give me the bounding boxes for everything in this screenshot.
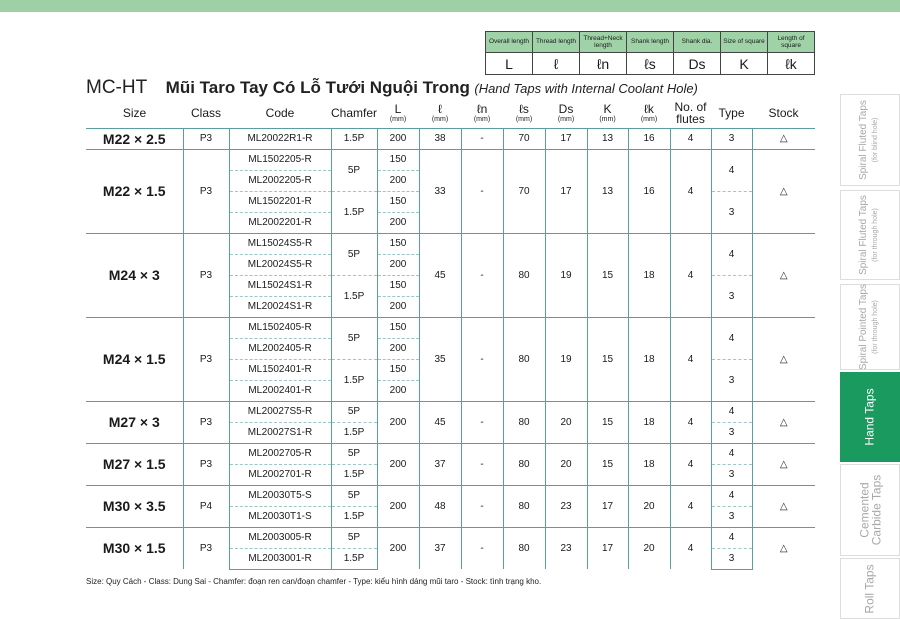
size-cell: M30 × 1.5 [86, 527, 183, 569]
header-code: Code [229, 99, 331, 128]
neck-length-cell: - [461, 149, 503, 233]
type-cell: 3 [711, 506, 752, 527]
dimension-legend [485, 31, 815, 75]
length-L-cell: 200 [377, 212, 419, 233]
code-cell: ML20024S5-R [229, 254, 331, 275]
square-size-cell: 15 [587, 443, 628, 485]
code-cell: ML2002705-R [229, 443, 331, 464]
type-cell: 3 [711, 422, 752, 443]
neck-length-cell: - [461, 527, 503, 569]
type-cell: 4 [711, 401, 752, 422]
code-cell: ML2002201-R [229, 212, 331, 233]
class-cell: P3 [183, 149, 229, 233]
shank-dia-cell: 19 [545, 317, 587, 401]
type-cell: 3 [711, 191, 752, 233]
class-cell: P3 [183, 527, 229, 569]
header-size: Size [86, 99, 183, 128]
shank-dia-cell: 17 [545, 149, 587, 233]
side-tab-subtitle: (for through hole) [872, 208, 880, 262]
chamfer-cell: 1.5P [331, 464, 377, 485]
legend-header: Overall length [486, 32, 533, 53]
chamfer-cell: 5P [331, 149, 377, 191]
shank-dia-cell: 20 [545, 401, 587, 443]
length-L-cell: 200 [377, 527, 419, 569]
square-length-cell: 16 [628, 149, 670, 233]
size-cell: M27 × 1.5 [86, 443, 183, 485]
size-cell: M24 × 1.5 [86, 317, 183, 401]
class-cell: P3 [183, 443, 229, 485]
chamfer-cell: 1.5P [331, 548, 377, 569]
chamfer-cell: 5P [331, 485, 377, 506]
side-tab-title: Hand Taps [863, 388, 877, 446]
shank-dia-cell: 19 [545, 233, 587, 317]
square-size-cell: 15 [587, 317, 628, 401]
side-tab-title: Roll Taps [862, 563, 877, 614]
type-cell: 3 [711, 548, 752, 569]
stock-cell: △ [752, 149, 815, 233]
side-tab-cemented[interactable] [840, 464, 900, 556]
type-cell: 4 [711, 527, 752, 548]
side-tab-spiral-fluted-taps[interactable] [840, 94, 900, 186]
table-row [86, 317, 815, 338]
header-class: Class [183, 99, 229, 128]
table-row [86, 149, 815, 170]
thread-length-cell: 33 [419, 149, 461, 233]
code-cell: ML2002405-R [229, 338, 331, 359]
code-cell: ML15024S1-R [229, 275, 331, 296]
header-flutes: No. of flutes [670, 99, 711, 128]
side-tab-subtitle: Carbide Taps [869, 474, 883, 546]
flutes-cell: 4 [670, 485, 711, 527]
length-L-cell: 200 [377, 254, 419, 275]
side-tab-subtitle: (for through hole) [872, 300, 880, 354]
title-vietnamese: Mũi Taro Tay Có Lỗ Tưới Nguội Trong [165, 78, 470, 97]
legend-symbol: L [486, 53, 533, 75]
code-cell: ML2002701-R [229, 464, 331, 485]
type-cell: 3 [711, 275, 752, 317]
legend-header: Length of square [768, 32, 815, 53]
shank-dia-cell: 23 [545, 485, 587, 527]
square-length-cell: 18 [628, 401, 670, 443]
header-k: K (mm) [587, 99, 628, 128]
chamfer-cell: 5P [331, 233, 377, 275]
header-ln: ℓn (mm) [461, 99, 503, 128]
legend-header: Size of square [721, 32, 768, 53]
square-length-cell: 20 [628, 527, 670, 569]
length-L-cell: 200 [377, 128, 419, 149]
type-cell: 3 [711, 464, 752, 485]
side-tab-title: Spiral Fluted Taps [858, 100, 870, 180]
type-cell: 4 [711, 317, 752, 359]
code-cell: ML20030T5-S [229, 485, 331, 506]
class-cell: P3 [183, 233, 229, 317]
square-size-cell: 13 [587, 128, 628, 149]
side-tab-title: Cemented [857, 482, 871, 538]
square-length-cell: 18 [628, 233, 670, 317]
table-row [86, 233, 815, 254]
code-cell: ML15024S5-R [229, 233, 331, 254]
thread-length-cell: 38 [419, 128, 461, 149]
header-ds: Ds (mm) [545, 99, 587, 128]
chamfer-cell: 5P [331, 317, 377, 359]
code-cell: ML1502201-R [229, 191, 331, 212]
thread-length-cell: 37 [419, 527, 461, 569]
type-cell: 4 [711, 233, 752, 275]
shank-dia-cell: 23 [545, 527, 587, 569]
side-tab-spiral-fluted-taps[interactable] [840, 190, 900, 280]
side-tab-title: Spiral Pointed Taps [858, 284, 870, 370]
neck-length-cell: - [461, 128, 503, 149]
code-cell: ML20030T1-S [229, 506, 331, 527]
neck-length-cell: - [461, 485, 503, 527]
header-chamfer: Chamfer [331, 99, 377, 128]
chamfer-cell: 5P [331, 443, 377, 464]
legend-header: Thread length [533, 32, 580, 53]
length-L-cell: 200 [377, 443, 419, 485]
neck-length-cell: - [461, 443, 503, 485]
stock-cell: △ [752, 128, 815, 149]
stock-cell: △ [752, 527, 815, 569]
shank-dia-cell: 17 [545, 128, 587, 149]
legend-symbol: ℓn [580, 53, 627, 75]
flutes-cell: 4 [670, 128, 711, 149]
flutes-cell: 4 [670, 527, 711, 569]
size-cell: M27 × 3 [86, 401, 183, 443]
square-length-cell: 18 [628, 443, 670, 485]
shank-length-cell: 80 [503, 317, 545, 401]
square-size-cell: 13 [587, 149, 628, 233]
length-L-cell: 200 [377, 485, 419, 527]
code-cell: ML20024S1-R [229, 296, 331, 317]
code-cell: ML2002401-R [229, 380, 331, 401]
chamfer-cell: 5P [331, 527, 377, 548]
legend-symbol: ℓk [768, 53, 815, 75]
flutes-cell: 4 [670, 401, 711, 443]
page-title [86, 77, 698, 99]
chamfer-cell: 1.5P [331, 359, 377, 401]
square-size-cell: 15 [587, 401, 628, 443]
chamfer-cell: 1.5P [331, 191, 377, 233]
stock-cell: △ [752, 317, 815, 401]
thread-length-cell: 48 [419, 485, 461, 527]
table-row [86, 527, 815, 548]
type-cell: 3 [711, 359, 752, 401]
title-english: (Hand Taps with Internal Coolant Hole) [474, 81, 698, 96]
thread-length-cell: 45 [419, 401, 461, 443]
chamfer-cell: 1.5P [331, 422, 377, 443]
size-cell: M30 × 3.5 [86, 485, 183, 527]
header-ls: ℓs (mm) [503, 99, 545, 128]
chamfer-cell: 1.5P [331, 506, 377, 527]
legend-header: Shank length [627, 32, 674, 53]
length-L-cell: 200 [377, 338, 419, 359]
length-L-cell: 150 [377, 191, 419, 212]
code-cell: ML1502405-R [229, 317, 331, 338]
class-cell: P3 [183, 317, 229, 401]
code-cell: ML1502401-R [229, 359, 331, 380]
square-size-cell: 15 [587, 233, 628, 317]
legend-header: Thread+Neck length [580, 32, 627, 53]
flutes-cell: 4 [670, 443, 711, 485]
shank-length-cell: 80 [503, 443, 545, 485]
stock-cell: △ [752, 485, 815, 527]
length-L-cell: 150 [377, 275, 419, 296]
class-cell: P3 [183, 401, 229, 443]
code-cell: ML2003001-R [229, 548, 331, 569]
top-color-bar [0, 0, 900, 12]
stock-cell: △ [752, 443, 815, 485]
table-row [86, 128, 815, 149]
length-L-cell: 150 [377, 233, 419, 254]
neck-length-cell: - [461, 233, 503, 317]
side-tab-hand-taps[interactable] [840, 372, 900, 462]
square-length-cell: 20 [628, 485, 670, 527]
class-cell: P4 [183, 485, 229, 527]
thread-length-cell: 37 [419, 443, 461, 485]
shank-length-cell: 70 [503, 149, 545, 233]
length-L-cell: 200 [377, 296, 419, 317]
square-size-cell: 17 [587, 485, 628, 527]
shank-length-cell: 80 [503, 401, 545, 443]
side-tab-spiral-pointed-taps[interactable] [840, 284, 900, 370]
size-cell: M22 × 1.5 [86, 149, 183, 233]
table-row [86, 401, 815, 422]
header-type: Type [711, 99, 752, 128]
side-tab-title: Spiral Fluted Taps [858, 195, 870, 275]
table-row [86, 485, 815, 506]
length-L-cell: 200 [377, 380, 419, 401]
code-cell: ML1502205-R [229, 149, 331, 170]
legend-header: Shank dia. [674, 32, 721, 53]
chamfer-cell: 1.5P [331, 275, 377, 317]
shank-length-cell: 70 [503, 128, 545, 149]
code-cell: ML20027S5-R [229, 401, 331, 422]
length-L-cell: 150 [377, 317, 419, 338]
type-cell: 4 [711, 485, 752, 506]
header-l: ℓ (mm) [419, 99, 461, 128]
stock-cell: △ [752, 401, 815, 443]
neck-length-cell: - [461, 401, 503, 443]
length-L-cell: 200 [377, 401, 419, 443]
header-lk: ℓk (mm) [628, 99, 670, 128]
length-L-cell: 200 [377, 170, 419, 191]
table-row [86, 443, 815, 464]
legend-symbol: ℓ [533, 53, 580, 75]
code-cell: ML20027S1-R [229, 422, 331, 443]
flutes-cell: 4 [670, 317, 711, 401]
side-tab-roll-taps[interactable] [840, 558, 900, 619]
table-header-row [86, 99, 815, 128]
shank-length-cell: 80 [503, 485, 545, 527]
neck-length-cell: - [461, 317, 503, 401]
legend-symbol: ℓs [627, 53, 674, 75]
spec-table [86, 99, 815, 570]
shank-length-cell: 80 [503, 527, 545, 569]
size-cell: M22 × 2.5 [86, 128, 183, 149]
type-cell: 3 [711, 128, 752, 149]
length-L-cell: 150 [377, 149, 419, 170]
square-size-cell: 17 [587, 527, 628, 569]
stock-cell: △ [752, 233, 815, 317]
size-cell: M24 × 3 [86, 233, 183, 317]
type-cell: 4 [711, 149, 752, 191]
chamfer-cell: 5P [331, 401, 377, 422]
flutes-cell: 4 [670, 149, 711, 233]
shank-length-cell: 80 [503, 233, 545, 317]
thread-length-cell: 35 [419, 317, 461, 401]
flutes-cell: 4 [670, 233, 711, 317]
square-length-cell: 18 [628, 317, 670, 401]
chamfer-cell: 1.5P [331, 128, 377, 149]
class-cell: P3 [183, 128, 229, 149]
side-tab-subtitle: (for blind hole) [872, 117, 880, 163]
shank-dia-cell: 20 [545, 443, 587, 485]
code-cell: ML20022R1-R [229, 128, 331, 149]
length-L-cell: 150 [377, 359, 419, 380]
header-stock: Stock [752, 99, 815, 128]
type-cell: 4 [711, 443, 752, 464]
product-code: MC-HT [86, 77, 148, 98]
thread-length-cell: 45 [419, 233, 461, 317]
square-length-cell: 16 [628, 128, 670, 149]
footnote: Size: Quy Cách - Class: Dung Sai - Chamfer: đoạn ren can/đoạn chamfer - Type: kiểu hình dáng mũi taro - Stock: tình trạng kho. [86, 577, 542, 586]
legend-symbol: K [721, 53, 768, 75]
code-cell: ML2003005-R [229, 527, 331, 548]
header-L: L (mm) [377, 99, 419, 128]
legend-symbol: Ds [674, 53, 721, 75]
code-cell: ML2002205-R [229, 170, 331, 191]
